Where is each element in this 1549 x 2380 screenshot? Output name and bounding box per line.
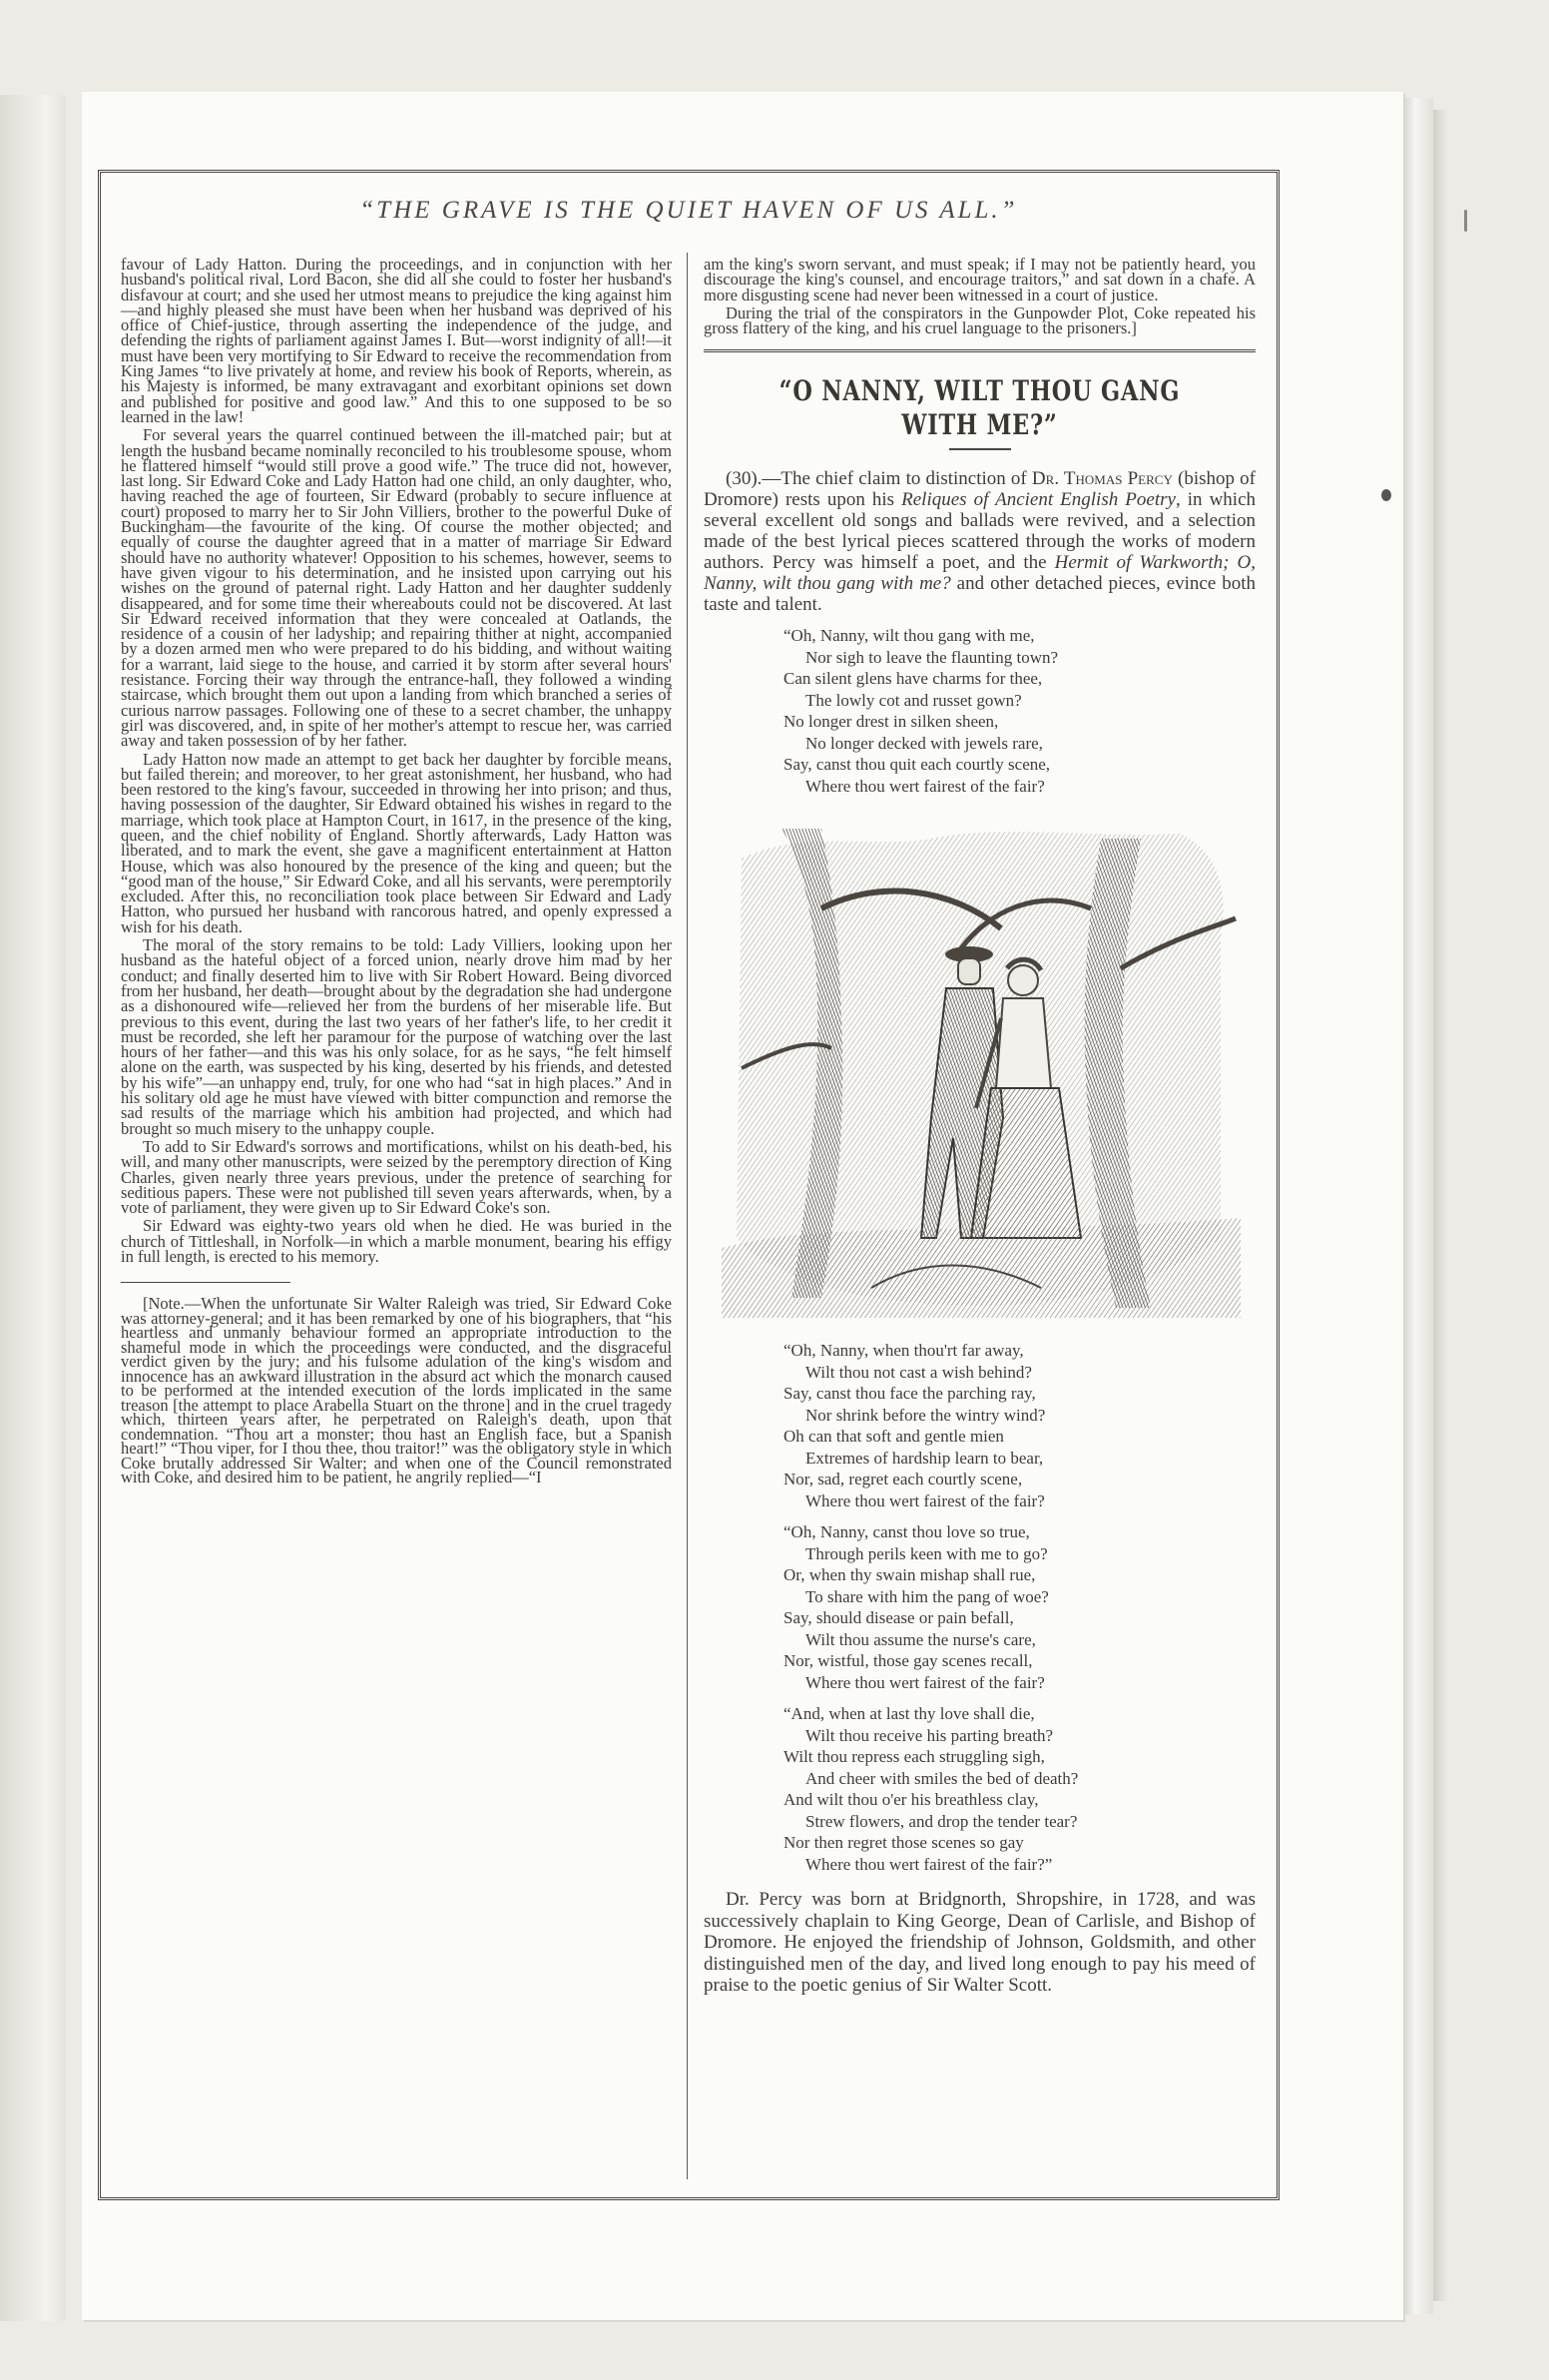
stanza-3 [783, 1521, 1256, 1693]
verse-line: Extremes of hardship learn to bear, [805, 1448, 1044, 1468]
note-separator [121, 1282, 290, 1283]
verse-line: Nor shrink before the wintry wind? [805, 1405, 1046, 1425]
verse-line: And wilt thou o'er his breathless clay, [783, 1790, 1039, 1810]
intro-text: and other detached pieces, evince both taste and talent. [704, 573, 1256, 616]
verse-line: Oh can that soft and gentle mien [783, 1427, 1004, 1447]
paragraph: favour of Lady Hatton. During the proceedings, and in conjunction with her husband's political rival, Lord Bacon, she did all she could to foster her husband's disfavour at court; and she used her utmost means to prejudice the king against him—and highly pleased she must have been when her husband was deprived of his office of Chief-justice, through asserting the independence of the judge, and defending the rights of parliament against James I. But—worst indignity of all!—it must have been very mortifying to Sir Edward to receive the recommendation from King James “to live privately at home, and review his book of Reports, wherein, as his Majesty is informed, be many extravagant and exorbitant opinions set down and published for positive and good law.” And this to one supposed to be so learned in the law! [121, 255, 672, 426]
left-column [121, 257, 672, 1488]
verse-line: Where thou wert fairest of the fair?” [805, 1854, 1053, 1874]
page-stack-edge-outer [1433, 110, 1449, 2301]
verse-line: Nor, sad, regret each courtly scene, [783, 1470, 1023, 1489]
verse-line: Strew flowers, and drop the tender tear? [805, 1811, 1078, 1831]
adjacent-page-edge [0, 95, 66, 2321]
engraving-illustration [722, 819, 1241, 1318]
works-title: Hermit of Warkworth; O, Nanny, wilt thou gang with me? [704, 552, 1256, 595]
verse-line: Say, should disease or pain befall, [783, 1608, 1014, 1628]
stanza-4 [783, 1703, 1256, 1875]
page-stack-edge [1403, 98, 1433, 2314]
ink-speck [1381, 489, 1391, 501]
verse-line: Wilt thou repress each struggling sigh, [783, 1747, 1045, 1767]
running-head: “THE GRAVE IS THE QUIET HAVEN OF US ALL.” [359, 197, 1018, 224]
verse-line: Where thou wert fairest of the fair? [805, 1490, 1045, 1510]
paragraph: To add to Sir Edward's sorrows and mortifications, whilst on his death-bed, his will, and many other manuscripts, were seized by the peremptory direction of King Charles, given nearly three years previous, under the pretence of searching for seditious papers. These were not published till seven years afterwards, when, by a vote of parliament, they were given up to Sir Edward Coke's son. [121, 1136, 672, 1218]
closing-section [704, 1889, 1256, 1997]
paragraph: For several years the quarrel continued between the ill-matched pair; but at length the husband became nominally reconciled to his troublesome spouse, whom he flattered himself “would still prove a good wife.” The truce did not, however, last long. Sir Edward Coke and Lady Hatton had one child, an only daughter, who, having reached the age of fourteen, Sir Edward (probably to secure influence at court) proposed to marry her to Sir John Villiers, brother to the powerful Duke of Buckingham—the favourite of the king. Of course the mother objected; and equally of course the daughter agreed that in a matter of marriage Sir Edward should have no authority whatever! Opposition to his schemes, however, seems to have given vigour to his determination, and he insisted upon carrying out his wishes on the ground of paternal right. Lady Hatton and her daughter suddenly disappeared, and for some time their whereabouts could not be discovered. At last Sir Edward received information that they were concealed at Oatlands, the residence of a cousin of her ladyship; and repairing thither at night, accompanied by a dozen armed men who were prepared to do his bidding, and without waiting for a warrant, laid siege to the house, and carried it by storm after several hours' resistance. Forcing their way through the entrance-hall, they followed a winding staircase, which brought them out upon a landing from which branched a series of curious narrow passages. Following one of these to a secret chamber, the unhappy girl was discovered, and, in spite of her mother's attempt to rescue her, was carried away and taken possession of by her father. [121, 425, 672, 751]
verse-line: Say, canst thou face the parching ray, [783, 1384, 1036, 1404]
right-column [704, 257, 1256, 1997]
verse-line: Wilt thou receive his parting breath? [805, 1725, 1054, 1745]
stanza-2 [783, 1340, 1256, 1511]
verse-line: “Oh, Nanny, wilt thou gang with me, [783, 626, 1035, 646]
title-rule [949, 448, 1011, 450]
paragraph: During the trial of the conspirators in the Gunpowder Plot, Coke repeated his gross flattery of the king, and his cruel language to the prisoners.] [704, 302, 1256, 338]
page-frame [98, 170, 1280, 2200]
column-divider [687, 253, 688, 2179]
stanza-1 [783, 625, 1256, 797]
verse-line: No longer drest in silken sheen, [783, 712, 999, 732]
book-title: Reliques of Ancient English Poetry [901, 489, 1176, 511]
article-title: “O NANNY, WILT THOU GANG WITH ME?” [778, 374, 1181, 442]
paragraph: am the king's sworn servant, and must speak; if I may not be patiently heard, you discourage the king's counsel, and encourage traitors,” and sat down in a chafe. A more disgusting scene had never been witnessed in a court of justice. [704, 255, 1256, 304]
verse-line: Nor then regret those scenes so gay [783, 1833, 1024, 1853]
section-rule [704, 349, 1256, 352]
verse-line: No longer decked with jewels rare, [805, 733, 1043, 753]
verse-line: Where thou wert fairest of the fair? [805, 1672, 1045, 1692]
footnote [121, 1294, 672, 1488]
ink-speck [1464, 210, 1467, 232]
verse-line: To share with him the pang of woe? [805, 1586, 1049, 1606]
verse-line: Or, when thy swain mishap shall rue, [783, 1565, 1036, 1585]
closing-paragraph: Dr. Percy was born at Bridgnorth, Shropshire, in 1728, and was successively chaplain to King George, Dean of Carlisle, and Bishop of Dromore. He enjoyed the friendship of Johnson, Goldsmith, and other distinguished men of the day, and lived long enough to pay his meed of praise to the poetic genius of Sir Walter Scott. [704, 1889, 1256, 1997]
paragraph: Sir Edward was eighty-two years old when he died. He was buried in the church of Tittleshall, in Norfolk—in which a marble monument, bearing his effigy in full length, is erected to his memory. [121, 1216, 672, 1266]
intro-text: , in which several excellent old songs and ballads were revived, and a selection made of the best lyrical pieces scattered through the works of modern authors. Percy was himself a poet, and the [704, 489, 1257, 574]
verse-line: “And, when at last thy love shall die, [783, 1704, 1035, 1724]
verse-line: Wilt thou assume the nurse's care, [805, 1629, 1036, 1649]
paragraph: Lady Hatton now made an attempt to get back her daughter by forcible means, but failed therein; and moreover, to her great astonishment, her husband, who had been restored to the king's favour, succeeded in throwing her into prison; and thus, having possession of the daughter, Sir Edward obtained his wishes in regard to the marriage, which took place at Hampton Court, in 1617, in the presence of the king, queen, and the chief nobility of England. Shortly afterwards, Lady Hatton was liberated, and to mark the event, she gave a magnificent entertainment at Hatton House, which was also honoured by the presence of the king and queen; but the “good man of the house,” Sir Edward Coke, and all his servants, were peremptorily excluded. After this, no reconciliation took place between Sir Edward and Lady Hatton, who pursued her husband with rancorous hatred, and openly expressed a wish for his death. [121, 749, 672, 936]
verse-line: Where thou wert fairest of the fair? [805, 776, 1045, 796]
verse-line: Say, canst thou quit each courtly scene, [783, 755, 1051, 775]
author-name: Dr. Thomas Percy [1031, 468, 1173, 490]
verse-line: Wilt thou not cast a wish behind? [805, 1362, 1032, 1382]
verse-line: Through perils keen with me to go? [805, 1543, 1048, 1563]
intro-paragraph [704, 468, 1256, 615]
verse-line: Can silent glens have charms for thee, [783, 669, 1043, 689]
verse-line: Nor sigh to leave the flaunting town? [805, 647, 1059, 667]
verse-line: “Oh, Nanny, when thou'rt far away, [783, 1341, 1024, 1361]
note-paragraph: [Note.—When the unfortunate Sir Walter Raleigh was tried, Sir Edward Coke was attorney-general; and it has been remarked by one of his biographers, that “his heartless and unmanly behaviour formed an appropriate introduction to the shameful mode in which the proceedings were conducted, and the disgraceful verdict given by the jury; and his fulsome adulation of the king's wisdom and innocence has an awkward illustration in the absurd act which the monarch caused to be performed at the intended execution of the lords implicated in the same treason [the attempt to place Arabella Stuart on the throne] and in the cruel tragedy which, thirteen years after, he perpetrated on Raleigh's death, upon that condemnation. “Thou art a monster; thou hast an English face, but a Spanish heart!” “Thou viper, for I thou thee, thou traitor!” was the obligatory style in which Coke brutally addressed Sir Walter; and when one of the Council remonstrated with Coke, and desired him to be patient, he angrily replied—“I [121, 1294, 672, 1488]
verse-line: The lowly cot and russet gown? [805, 690, 1022, 710]
paragraph: The moral of the story remains to be told: Lady Villiers, looking upon her husband as the hateful object of a forced union, nearly drove him mad by her conduct; and finally deserted him to live with Sir Robert Howard. Being divorced from her husband, her death—brought about by the degradation she had undergone as a dishonoured wife—relieved her from the burdens of her miserable life. But previous to this event, during the last two years of her father's life, to her credit it must be recorded, she left her paramour for the purpose of watching over the last hours of her father—and this was his only solace, for as he says, “he felt himself alone on the earth, was suspected by his king, deserted by his friends, and detested by his wife”—an unhappy end, truly, for one who had “sat in high places.” And in his solitary old age he must have viewed with bitter compunction and remorse the sad results of the marriage which his ambition had projected, and which had brought so much misery to the unhappy couple. [121, 935, 672, 1138]
intro-text: (bishop of Dromore) rests upon his [704, 468, 1256, 511]
verse-line: Nor, wistful, those gay scenes recall, [783, 1651, 1033, 1671]
intro-text: (30).—The chief claim to distinction of [726, 468, 1032, 490]
verse-line: And cheer with smiles the bed of death? [805, 1768, 1079, 1788]
intro [704, 468, 1256, 615]
engraving-couple-in-woods [722, 819, 1241, 1318]
verse-line: “Oh, Nanny, canst thou love so true, [783, 1522, 1030, 1542]
